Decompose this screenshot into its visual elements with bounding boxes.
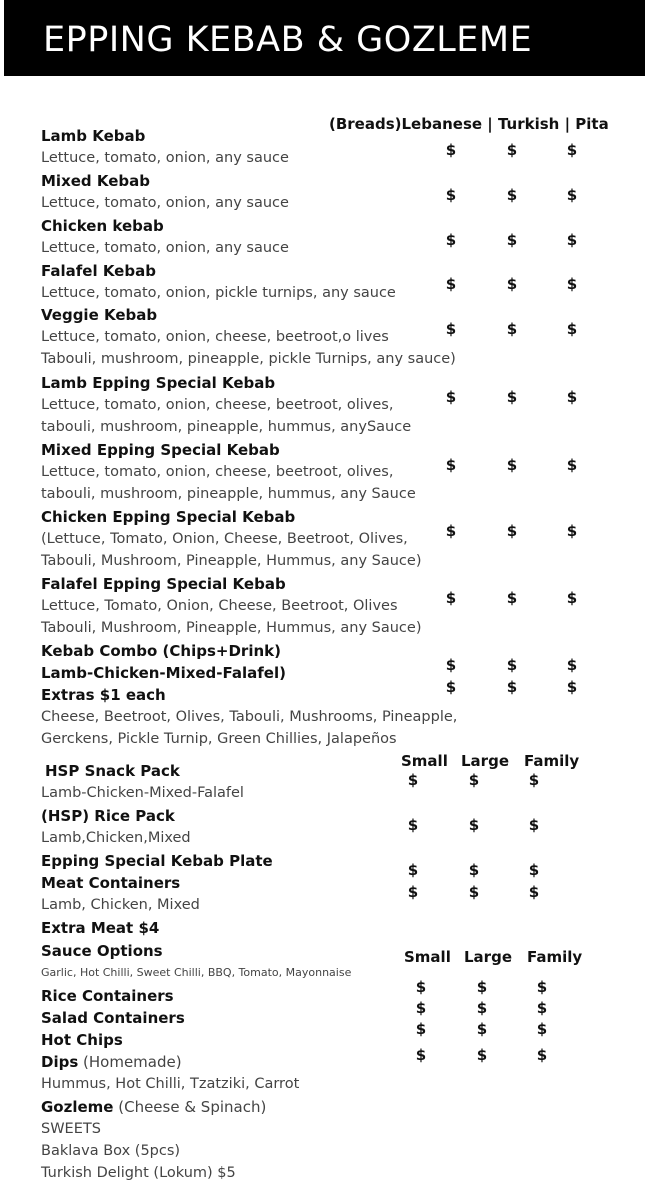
meat-containers-price-family: $ xyxy=(528,883,540,901)
kebab-item-price: $ xyxy=(566,388,578,406)
extra-meat-title: Extra Meat $4 xyxy=(41,919,160,937)
combo-price-pita: $ xyxy=(566,656,578,674)
kebab-item-price: $ xyxy=(566,141,578,159)
extras-title: Extras $1 each xyxy=(41,686,166,704)
kebab-item-price: $ xyxy=(445,320,457,338)
header-bar xyxy=(4,0,645,76)
kebab-item-name: Veggie Kebab xyxy=(41,306,158,324)
snack-pack-price-large: $ xyxy=(468,771,480,789)
kebab-item-price: $ xyxy=(506,186,518,204)
dips-title xyxy=(41,1052,182,1072)
rice-pack-price-large: $ xyxy=(468,816,480,834)
kebab-item-desc: Lettuce, tomato, onion, cheese, beetroot, olives, xyxy=(41,464,394,480)
combo-price-lebanese: $ xyxy=(445,656,457,674)
kebab-item-desc: Lettuce, tomato, onion, cheese, beetroot,o lives xyxy=(41,329,389,345)
hot-chips-price-small: $ xyxy=(415,1020,427,1038)
kebab-item-price: $ xyxy=(506,320,518,338)
restaurant-title: EPPING KEBAB & GOZLEME xyxy=(43,20,533,60)
kebab-item-price: $ xyxy=(445,275,457,293)
sweets-item-baklava: Baklava Box (5pcs) xyxy=(41,1143,181,1159)
kebab-item-desc: tabouli, mushroom, pineapple, hummus, anySauce xyxy=(41,419,412,435)
kebab-item-price: $ xyxy=(566,522,578,540)
kebab-item-price: $ xyxy=(566,275,578,293)
kebab-item-desc: Tabouli, Mushroom, Pineapple, Hummus, any Sauce) xyxy=(41,620,422,636)
kebab-item-desc: (Lettuce, Tomato, Onion, Cheese, Beetroot, Olives, xyxy=(41,531,408,547)
dips-desc: Hummus, Hot Chilli, Tzatziki, Carrot xyxy=(41,1076,300,1092)
kebab-item-price: $ xyxy=(506,231,518,249)
rice-containers-price-family: $ xyxy=(536,978,548,996)
size-large-header-2: Large xyxy=(464,948,512,966)
meat-containers-price-large: $ xyxy=(468,883,480,901)
kebab-item-name: Chicken Epping Special Kebab xyxy=(41,508,296,526)
combo-price-turkish-2: $ xyxy=(506,678,518,696)
rice-pack-price-small: $ xyxy=(407,816,419,834)
gozleme-title xyxy=(41,1097,266,1117)
kebab-item-name: Falafel Kebab xyxy=(41,262,156,280)
kebab-item-desc: Lettuce, Tomato, Onion, Cheese, Beetroot, Olives xyxy=(41,598,398,614)
kebab-item-price: $ xyxy=(506,388,518,406)
salad-containers-title: Salad Containers xyxy=(41,1009,185,1027)
kebab-plate-price-family: $ xyxy=(528,861,540,879)
snack-pack-price-family: $ xyxy=(528,771,540,789)
kebab-item-name: Mixed Epping Special Kebab xyxy=(41,441,280,459)
size-small-header: Small xyxy=(401,752,448,770)
combo-price-pita-2: $ xyxy=(566,678,578,696)
kebab-item-name: Lamb Kebab xyxy=(41,127,146,145)
gozleme-note: (Cheese & Spinach) xyxy=(113,1098,267,1116)
kebab-item-desc: Lettuce, tomato, onion, any sauce xyxy=(41,195,289,211)
kebab-item-price: $ xyxy=(506,456,518,474)
hot-chips-title: Hot Chips xyxy=(41,1031,123,1049)
kebab-item-price: $ xyxy=(445,186,457,204)
kebab-item-price: $ xyxy=(445,141,457,159)
kebab-plate-title: Epping Special Kebab Plate xyxy=(41,852,273,870)
kebab-item-desc: Lettuce, tomato, onion, cheese, beetroot, olives, xyxy=(41,397,394,413)
kebab-item-price: $ xyxy=(445,388,457,406)
combo-subtitle: Lamb-Chicken-Mixed-Falafel) xyxy=(41,664,286,682)
bread-column-header: (Breads)Lebanese | Turkish | Pita xyxy=(329,115,609,133)
sweets-item-turkish-delight: Turkish Delight (Lokum) $5 xyxy=(41,1165,236,1181)
salad-containers-price-family: $ xyxy=(536,999,548,1017)
meat-containers-desc: Lamb, Chicken, Mixed xyxy=(41,897,200,913)
sweets-label: SWEETS xyxy=(41,1121,101,1137)
kebab-item-price: $ xyxy=(445,456,457,474)
salad-containers-price-large: $ xyxy=(476,999,488,1017)
size-small-header-2: Small xyxy=(404,948,451,966)
kebab-item-price: $ xyxy=(566,231,578,249)
kebab-item-name: Lamb Epping Special Kebab xyxy=(41,374,276,392)
size-large-header: Large xyxy=(461,752,509,770)
salad-containers-price-small: $ xyxy=(415,999,427,1017)
kebab-item-price: $ xyxy=(566,589,578,607)
dips-name: Dips xyxy=(41,1053,79,1071)
kebab-item-price: $ xyxy=(445,589,457,607)
kebab-item-name: Falafel Epping Special Kebab xyxy=(41,575,286,593)
kebab-item-desc: tabouli, mushroom, pineapple, hummus, any Sauce xyxy=(41,486,416,502)
meat-containers-title: Meat Containers xyxy=(41,874,181,892)
kebab-item-desc: Lettuce, tomato, onion, any sauce xyxy=(41,150,289,166)
combo-price-lebanese-2: $ xyxy=(445,678,457,696)
combo-price-turkish: $ xyxy=(506,656,518,674)
kebab-item-price: $ xyxy=(506,522,518,540)
kebab-item-desc: Lettuce, tomato, onion, any sauce xyxy=(41,240,289,256)
snack-pack-desc: Lamb-Chicken-Mixed-Falafel xyxy=(41,785,244,801)
extras-desc-1: Cheese, Beetroot, Olives, Tabouli, Mushrooms, Pineapple, xyxy=(41,709,458,725)
dips-price-small: $ xyxy=(415,1046,427,1064)
kebab-item-price: $ xyxy=(566,320,578,338)
sauce-options-title: Sauce Options xyxy=(41,942,163,960)
dips-price-large: $ xyxy=(476,1046,488,1064)
meat-containers-price-small: $ xyxy=(407,883,419,901)
extras-desc-2: Gerckens, Pickle Turnip, Green Chillies, Jalapeños xyxy=(41,731,397,747)
kebab-item-desc: Tabouli, mushroom, pineapple, pickle Turnips, any sauce) xyxy=(41,351,456,367)
combo-title: Kebab Combo (Chips+Drink) xyxy=(41,642,281,660)
kebab-item-price: $ xyxy=(445,231,457,249)
kebab-item-price: $ xyxy=(506,141,518,159)
kebab-item-name: Mixed Kebab xyxy=(41,172,151,190)
kebab-item-price: $ xyxy=(506,589,518,607)
kebab-item-name: Chicken kebab xyxy=(41,217,164,235)
kebab-item-price: $ xyxy=(566,456,578,474)
rice-containers-price-small: $ xyxy=(415,978,427,996)
hot-chips-price-family: $ xyxy=(536,1020,548,1038)
kebab-plate-price-large: $ xyxy=(468,861,480,879)
rice-containers-price-large: $ xyxy=(476,978,488,996)
size-family-header: Family xyxy=(524,752,580,770)
snack-pack-price-small: $ xyxy=(407,771,419,789)
size-family-header-2: Family xyxy=(527,948,583,966)
rice-pack-price-family: $ xyxy=(528,816,540,834)
kebab-item-price: $ xyxy=(506,275,518,293)
kebab-item-price: $ xyxy=(445,522,457,540)
kebab-item-desc: Lettuce, tomato, onion, pickle turnips, any sauce xyxy=(41,285,396,301)
gozleme-name: Gozleme xyxy=(41,1098,114,1116)
dips-note: (Homemade) xyxy=(78,1053,182,1071)
kebab-item-price: $ xyxy=(566,186,578,204)
rice-pack-desc: Lamb,Chicken,Mixed xyxy=(41,830,191,846)
dips-price-family: $ xyxy=(536,1046,548,1064)
hot-chips-price-large: $ xyxy=(476,1020,488,1038)
snack-pack-title: HSP Snack Pack xyxy=(45,762,180,780)
kebab-plate-price-small: $ xyxy=(407,861,419,879)
rice-pack-title: (HSP) Rice Pack xyxy=(41,807,175,825)
rice-containers-title: Rice Containers xyxy=(41,987,174,1005)
kebab-item-desc: Tabouli, Mushroom, Pineapple, Hummus, any Sauce) xyxy=(41,553,422,569)
sauce-options-desc: Garlic, Hot Chilli, Sweet Chilli, BBQ, Tomato, Mayonnaise xyxy=(41,966,352,979)
